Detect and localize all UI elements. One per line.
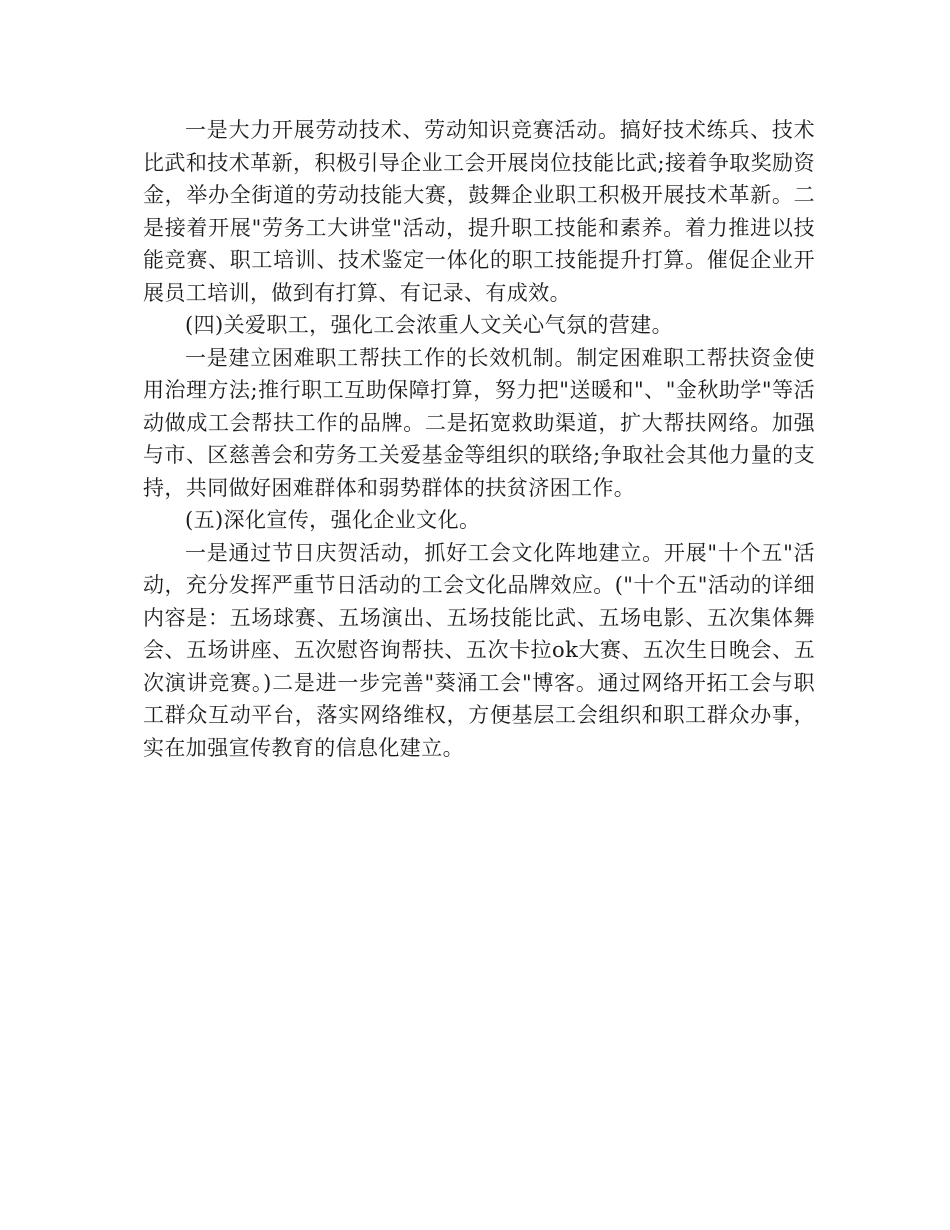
paragraph-assistance-mechanism: 一是建立困难职工帮扶工作的长效机制。制定困难职工帮扶资金使用治理方法;推行职工互助保障打算，努力把"送暖和"、"金秋助学"等活动做成工会帮扶工作的品牌。二是拓宽救助渠道，扩大帮扶网络。加强与市、区慈善会和劳务工关爱基金等组织的联络;争取社会其他力量的支持，共同做好困难群体和弱势群体的扶贫济困工作。 bbox=[143, 345, 815, 500]
document-body bbox=[143, 114, 815, 764]
paragraph-skills-competition: 一是大力开展劳动技术、劳动知识竞赛活动。搞好技术练兵、技术比武和技术革新，积极引导企业工会开展岗位技能比武;接着争取奖励资金，举办全街道的劳动技能大赛，鼓舞企业职工积极开展技术革新。二是接着开展"劳务工大讲堂"活动，提升职工技能和素养。着力推进以技能竞赛、职工培训、技术鉴定一体化的职工技能提升打算。催促企业开展员工培训，做到有打算、有记录、有成效。 bbox=[143, 118, 815, 305]
section-heading-care-for-workers: (四)关爱职工，强化工会浓重人文关心气氛的营建。 bbox=[185, 313, 673, 337]
section-heading-publicity-culture: (五)深化宣传，强化企业文化。 bbox=[185, 508, 481, 532]
paragraph-festival-activities: 一是通过节日庆贺活动，抓好工会文化阵地建立。开展"十个五"活动，充分发挥严重节日活动的工会文化品牌效应。("十个五"活动的详细内容是：五场球赛、五场演出、五场技能比武、五场电影、五次集体舞会、五场讲座、五次慰咨询帮扶、五次卡拉ok大赛、五次生日晚会、五次演讲竞赛。)二是进一步完善"葵涌工会"博客。通过网络开拓工会与职工群众互动平台，落实网络维权，方便基层工会组织和职工群众办事，实在加强宣传教育的信息化建立。 bbox=[143, 540, 815, 760]
